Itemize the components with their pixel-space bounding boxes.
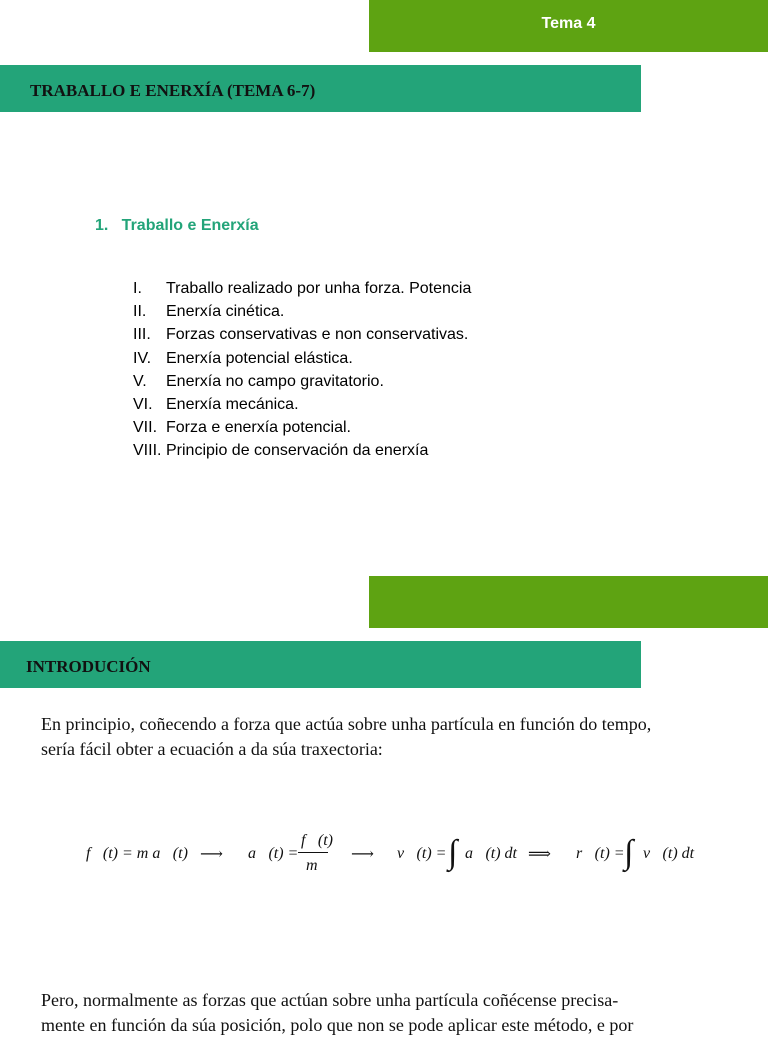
- equation-term: r⃗(t) =: [576, 845, 625, 862]
- equation-term: f⃗(t) = m a⃗(t): [86, 845, 188, 862]
- section-band-title: TRABALLO E ENERXÍA (TEMA 6-7): [30, 81, 316, 100]
- arrow-icon: ⟶: [351, 846, 374, 863]
- equation-term: a⃗(t) =: [248, 845, 299, 862]
- equation-term: v⃗(t) dt: [643, 845, 695, 862]
- section-heading: 1. Traballo e Enerxía: [95, 217, 259, 234]
- intro-band-title: INTRODUCIÓN: [26, 657, 151, 676]
- list-item: VIII. Principio de conservación da enerxía: [133, 442, 429, 460]
- fraction-bar: [298, 852, 328, 853]
- equation-term: a⃗(t) dt: [465, 845, 517, 862]
- equation: [0, 820, 768, 890]
- equation-term: v⃗(t) =: [397, 845, 447, 862]
- section-band: [0, 65, 641, 112]
- topic-list: [133, 277, 553, 463]
- fraction-denominator: m: [306, 857, 318, 874]
- list-item: I. Traballo realizado por unha forza. Potencia: [133, 280, 472, 297]
- list-item: V. Enerxía no campo gravitatorio.: [133, 372, 384, 390]
- intro-band: [0, 641, 641, 688]
- page2-header-bar: [369, 576, 768, 628]
- list-item: VI. Enerxía mecánica.: [133, 396, 299, 414]
- tema-label: Tema 4: [541, 15, 596, 32]
- integral-icon: ∫: [448, 834, 458, 871]
- list-item: III. Forzas conservativas e non conservativas.: [133, 326, 469, 344]
- list-item: IV. Enerxía potencial elástica.: [133, 349, 353, 367]
- implies-icon: ⟹: [528, 846, 551, 863]
- list-item: VII. Forza e enerxía potencial.: [133, 419, 351, 437]
- fraction-numerator: f⃗(t): [301, 832, 333, 849]
- intro-paragraph: En principio, coñecendo a forza que actúa sobre unha partícula en función do tempo, sería fácil obter a ecuación a da súa traxectoria:: [41, 714, 652, 759]
- list-item: II. Enerxía cinética.: [133, 303, 285, 321]
- intro-paragraph-2: Pero, normalmente as forzas que actúan sobre unha partícula coñécense precisa- mente en función da súa posición, polo que non se pode aplicar este método, e por: [41, 990, 634, 1035]
- arrow-icon: ⟶: [200, 846, 223, 863]
- header-bar: [369, 0, 768, 52]
- integral-icon: ∫: [624, 834, 634, 871]
